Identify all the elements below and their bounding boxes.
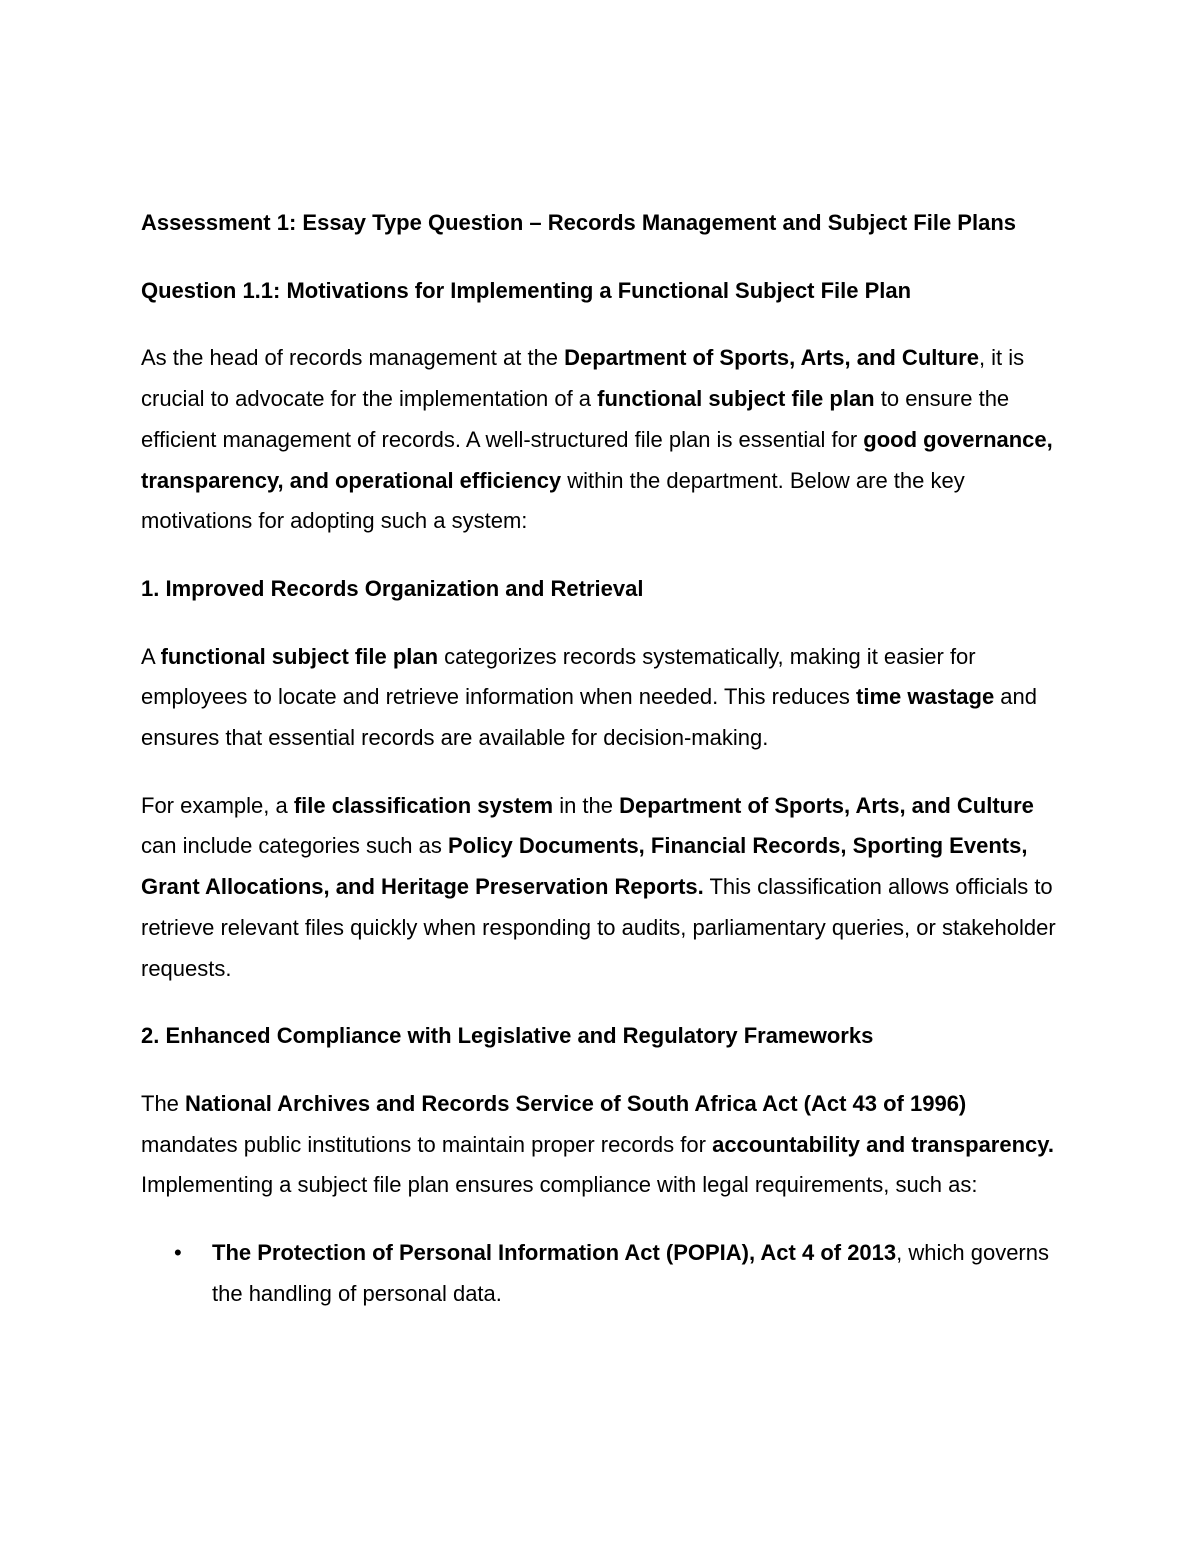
section-1-paragraph-2: For example, a file classification system in the Department of Sports, Arts, and Culture can include categories such as Policy Documents, Financial Records, Sporting Events, Grant Allocations, and Heritage Preservation Reports. This classification allows officials to retrieve relevant files quickly when responding to audits, parliamentary queries, or stakeholder requests. xyxy=(141,792,1056,981)
requirements-list xyxy=(141,1233,1066,1314)
document-title: Assessment 1: Essay Type Question – Records Management and Subject File Plans xyxy=(141,210,1016,235)
bullet-icon: • xyxy=(174,1240,182,1266)
section-2-paragraph-1: The National Archives and Records Service of South Africa Act (Act 43 of 1996) mandates public institutions to maintain proper records for accountability and transparency. Implementing a subject file plan ensures compliance with legal requirements, such as: xyxy=(141,1090,1054,1198)
document-page xyxy=(141,203,1066,1314)
section-1-paragraph-1: A functional subject file plan categorizes records systematically, making it easier for employees to locate and retrieve information when needed. This reduces time wastage and ensures that essential records are available for decision-making. xyxy=(141,643,1038,751)
question-heading: Question 1.1: Motivations for Implementing a Functional Subject File Plan xyxy=(141,277,912,303)
section-2-heading: 2. Enhanced Compliance with Legislative and Regulatory Frameworks xyxy=(141,1023,874,1049)
section-1-heading: 1. Improved Records Organization and Retrieval xyxy=(141,575,644,601)
intro-paragraph: As the head of records management at the Department of Sports, Arts, and Culture, it is crucial to advocate for the implementation of a functional subject file plan to ensure the efficient management of records. A well-structured file plan is essential for good governance, transparency, and operational efficiency within the department. Below are the key motivations for adopting such a system: xyxy=(141,345,1053,534)
list-item: • The Protection of Personal Information Act (POPIA), Act 4 of 2013, which governs the handling of personal data. xyxy=(141,1233,1066,1314)
